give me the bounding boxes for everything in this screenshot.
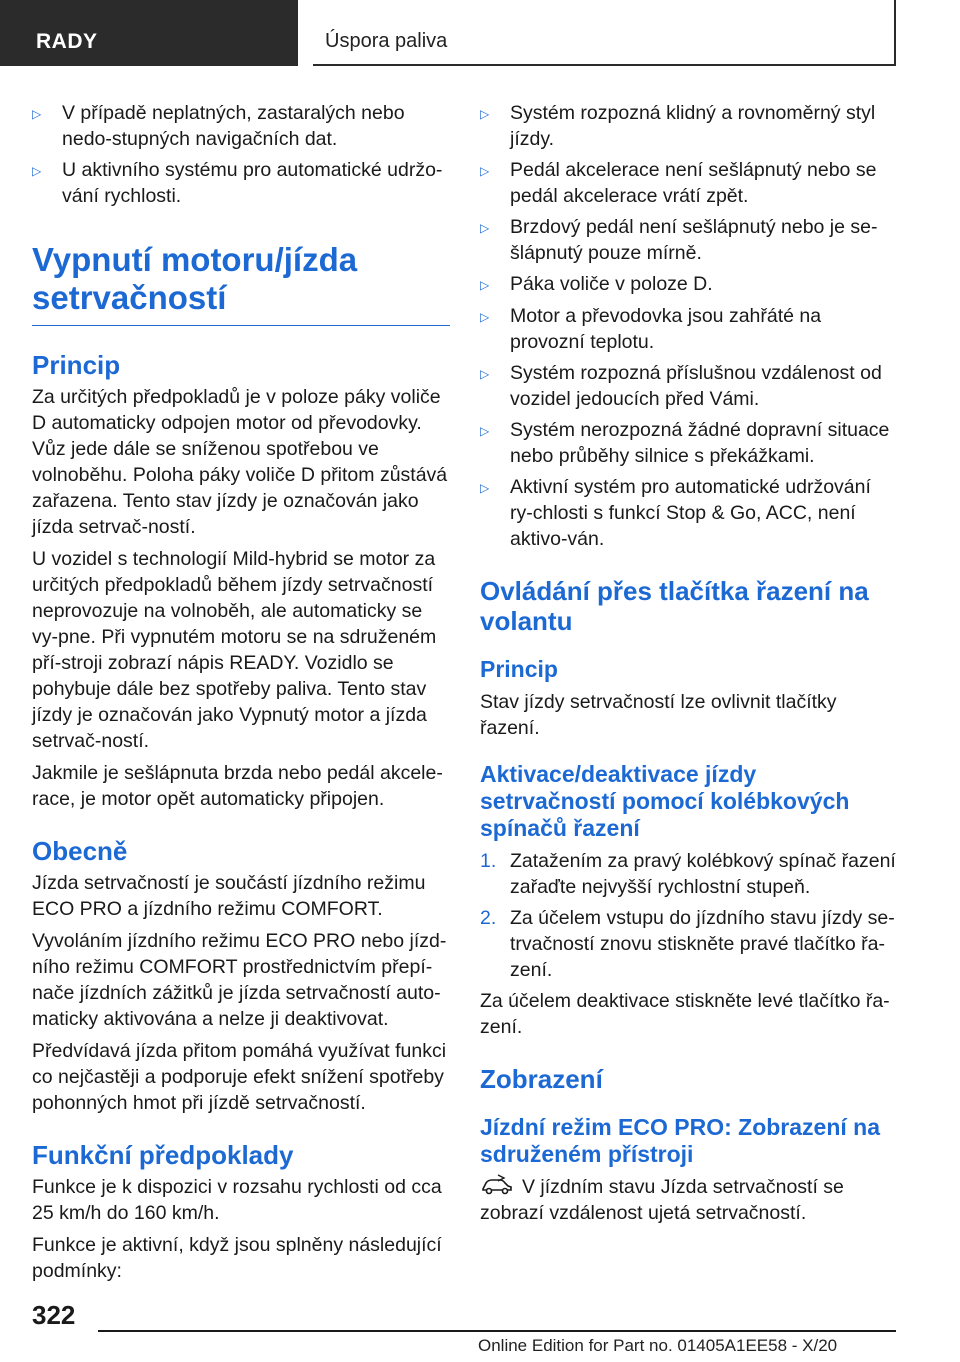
list-item: ▷ U aktivního systému pro automatické udržo-vání rychlosti.	[32, 159, 443, 207]
edition-note: Online Edition for Part no. 01405A1EE58 - X/20	[478, 1336, 838, 1355]
triangle-bullet-icon: ▷	[32, 164, 42, 178]
subheading-aktivace: Aktivace/deaktivace jízdy setrvačností pomocí kolébkových spínačů řazení	[480, 761, 850, 841]
paragraph: Vyvoláním jízdního režimu ECO PRO nebo jízd-ního režimu COMFORT prostřednictvím přepí-nače jízdních zážitků je jízda setrvačností auto-maticky aktivována a nelze ji deaktivovat.	[32, 930, 447, 1030]
triangle-bullet-icon: ▷	[480, 164, 490, 178]
list-item: ▷ Aktivní systém pro automatické udržování ry-chlosti s funkcí Stop & Go, ACC, není aktivo-ván.	[480, 476, 871, 550]
subheading-princip: Princip	[480, 656, 558, 682]
chapter-title: Úspora paliva	[313, 0, 896, 66]
step-number: 2.	[480, 907, 497, 929]
subsection-heading-zobrazeni: Zobrazení	[480, 1064, 603, 1094]
paragraph: Za účelem deaktivace stiskněte levé tlačítko řa-zení.	[480, 990, 890, 1038]
page-number: 322	[32, 1300, 76, 1330]
subheading-eco-pro: Jízdní režim ECO PRO: Zobrazení na sdruženém přístroji	[480, 1114, 881, 1167]
paragraph: Jakmile je sešlápnuta brzda nebo pedál akcele-race, je motor opět automaticky připojen.	[32, 762, 443, 810]
paragraph: Za určitých předpokladů je v poloze páky voliče D automaticky odpojen motor od převodovky. Vůz jede dále se sníženou spotřebou ve volnoběhu. Poloha páky voliče D přitom zůstává zařazena. Tento stav jízdy je označován jako jízda setrvač-ností.	[32, 386, 448, 538]
section-heading: Vypnutí motoru/jízda setrvačností	[32, 241, 450, 326]
triangle-bullet-icon: ▷	[480, 107, 490, 121]
list-item: ▷ Motor a převodovka jsou zahřáté na provozní teplotu.	[480, 305, 822, 353]
right-column	[480, 100, 898, 1232]
numbered-step: 2. Za účelem vstupu do jízdního stavu jízdy se-trvačností znovu stiskněte pravé tlačítko řa-zení.	[480, 907, 895, 981]
subsection-heading-funkcni: Funkční předpoklady	[32, 1140, 294, 1170]
triangle-bullet-icon: ▷	[480, 278, 490, 292]
subsection-heading-princip: Princip	[32, 350, 121, 380]
list-item: ▷ Páka voliče v poloze D.	[480, 271, 898, 298]
left-column	[32, 100, 450, 1290]
subsection-heading-obecne: Obecně	[32, 836, 128, 866]
list-item: ▷ Systém nerozpozná žádné dopravní situace nebo průběhy silnice s překážkami.	[480, 419, 890, 467]
numbered-step: 1. Zatažením za pravý kolébkový spínač řazení zařaďte nejvyšší rychlostní stupeň.	[480, 850, 896, 898]
paragraph: Funkce je k dispozici v rozsahu rychlosti od cca 25 km/h do 160 km/h.	[32, 1176, 442, 1224]
section-label: RADY	[0, 0, 298, 66]
triangle-bullet-icon: ▷	[480, 424, 490, 438]
paragraph: Stav jízdy setrvačností lze ovlivnit tlačítky řazení.	[480, 691, 837, 739]
list-item: ▷ V případě neplatných, zastaralých nebo nedo-stupných navigačních dat.	[32, 102, 405, 150]
coasting-car-icon	[480, 1174, 514, 1196]
list-item: ▷ Systém rozpozná klidný a rovnoměrný styl jízdy.	[480, 102, 876, 150]
list-item: ▷ Pedál akcelerace není sešlápnutý nebo se pedál akcelerace vrátí zpět.	[480, 159, 877, 207]
triangle-bullet-icon: ▷	[480, 481, 490, 495]
step-number: 1.	[480, 850, 497, 872]
paragraph: Jízda setrvačností je součástí jízdního režimu ECO PRO a jízdního režimu COMFORT.	[32, 872, 426, 920]
page-header	[0, 0, 960, 66]
footer-divider	[98, 1330, 896, 1332]
paragraph: U vozidel s technologií Mild-hybrid se motor za určitých předpokladů během jízdy setrvačností neprovozuje na volnoběh, ale automaticky se vy-pne. Při vypnutém motoru se na sdruženém pří-stroji zobrazí nápis READY. Vozidlo se pohybuje dále bez spotřeby paliva. Tento stav jízdy je označován jako Vypnutý motor a jízda setrvač-ností.	[32, 548, 437, 752]
paragraph-with-icon: V jízdním stavu Jízda setrvačností se zobrazí vzdálenost ujetá setrvačností.	[480, 1176, 844, 1224]
triangle-bullet-icon: ▷	[480, 221, 490, 235]
list-item: ▷ Brzdový pedál není sešlápnutý nebo je se-šlápnutý pouze mírně.	[480, 216, 878, 264]
triangle-bullet-icon: ▷	[480, 367, 490, 381]
list-item: ▷ Systém rozpozná příslušnou vzdálenost od vozidel jedoucích před Vámi.	[480, 362, 882, 410]
triangle-bullet-icon: ▷	[32, 107, 42, 121]
paragraph: Předvídavá jízda přitom pomáhá využívat funkci co nejčastěji a podporuje efekt snížení spotřeby pohonných hmot při jízdě setrvačností.	[32, 1040, 447, 1114]
subsection-heading-ovladani: Ovládání přes tlačítka řazení na volantu	[480, 576, 869, 636]
paragraph: Funkce je aktivní, když jsou splněny následující podmínky:	[32, 1234, 442, 1282]
triangle-bullet-icon: ▷	[480, 310, 490, 324]
